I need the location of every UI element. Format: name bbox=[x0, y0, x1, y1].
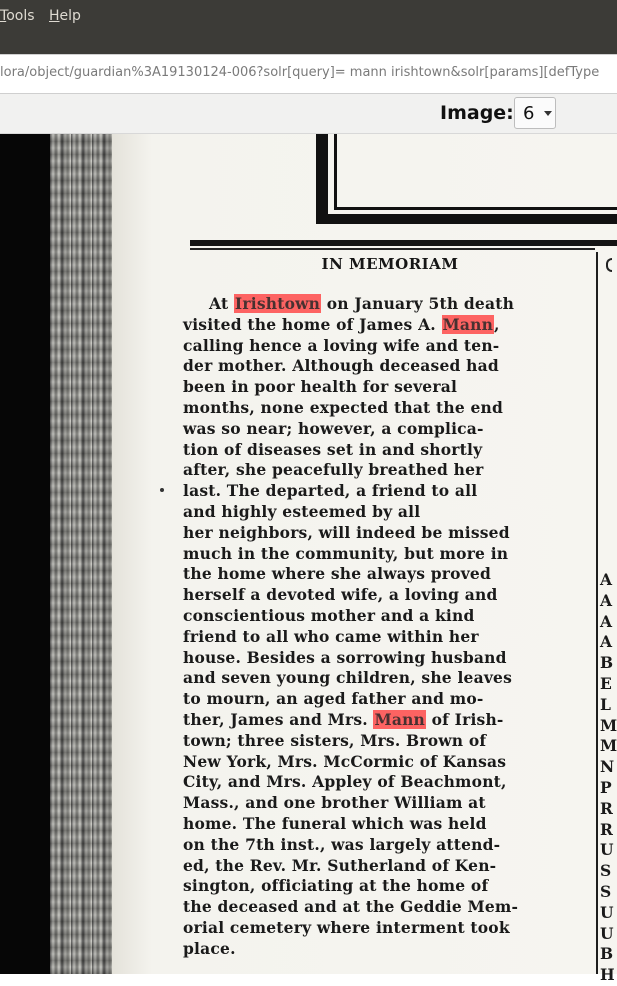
article-line: place. bbox=[183, 938, 236, 958]
article-line: last. The departed, a friend to all bbox=[183, 481, 478, 501]
fragment-letter: A bbox=[600, 611, 613, 631]
ad-frame-border bbox=[316, 214, 617, 224]
article-line: the home where she always proved bbox=[183, 564, 491, 584]
fragment-letter: B bbox=[600, 944, 614, 964]
ad-frame-inner-border bbox=[334, 134, 337, 210]
article-line: months, none expected that the end bbox=[183, 397, 504, 417]
article-heading: IN MEMORIAM bbox=[321, 255, 459, 273]
search-highlight: Mann bbox=[374, 709, 426, 729]
article-line: New York, Mrs. McCormic of Kansas bbox=[183, 751, 507, 771]
article-line: calling hence a loving wife and ten- bbox=[183, 335, 500, 355]
article-line: sington, officiating at the home of bbox=[183, 876, 489, 896]
fragment-letter: U bbox=[600, 923, 614, 943]
image-select[interactable] bbox=[514, 97, 556, 129]
fragment-letter: S bbox=[600, 881, 612, 901]
scan-page-fold-shade bbox=[50, 134, 112, 974]
url-text[interactable]: lora/object/guardian%3A19130124-006?solr[query]= mann irishtown&solr[params][defType bbox=[0, 65, 600, 80]
bracket-mark bbox=[606, 258, 612, 272]
article-line: was so near; however, a complica- bbox=[183, 418, 484, 438]
article-line: and seven young children, she leaves bbox=[183, 668, 513, 688]
ad-frame-inner-border bbox=[334, 207, 617, 210]
article-body bbox=[183, 294, 583, 960]
fragment-letter: U bbox=[600, 902, 614, 922]
ad-frame-border bbox=[316, 134, 328, 224]
adjacent-column-fragment bbox=[600, 570, 617, 986]
article-line: the deceased and at the Geddie Mem- bbox=[183, 897, 519, 917]
article-line: town; three sisters, Mrs. Brown of bbox=[183, 730, 487, 750]
article-line: At Irishtown on January 5th death bbox=[209, 294, 515, 313]
fragment-letter: E bbox=[600, 673, 612, 693]
column-divider bbox=[596, 252, 598, 974]
article-line: visited the home of James A. Mann, bbox=[183, 314, 500, 334]
article-line: der mother. Although deceased had bbox=[183, 356, 499, 376]
search-highlight: Mann bbox=[442, 314, 494, 334]
fragment-letter: M bbox=[600, 736, 617, 756]
fragment-letter: H bbox=[600, 965, 615, 985]
article-line: tion of diseases set in and shortly bbox=[183, 439, 483, 459]
menu-help[interactable]: Help bbox=[49, 8, 81, 24]
fragment-letter: R bbox=[600, 819, 613, 839]
fragment-letter: A bbox=[600, 632, 613, 652]
article-line: conscientious mother and a kind bbox=[183, 605, 475, 625]
article-line: to mourn, an aged father and mo- bbox=[183, 689, 484, 709]
article-line: City, and Mrs. Appley of Beachmont, bbox=[183, 772, 507, 792]
fragment-letter: B bbox=[600, 653, 614, 673]
column-rule bbox=[190, 240, 617, 246]
menu-bar bbox=[0, 0, 617, 54]
fragment-letter: A bbox=[600, 590, 613, 610]
scan-black-edge bbox=[0, 134, 50, 974]
article-line: house. Besides a sorrowing husband bbox=[183, 647, 507, 667]
image-select-value: 6 bbox=[523, 103, 535, 124]
fragment-letter: M bbox=[600, 715, 617, 735]
image-label: Image: bbox=[440, 102, 514, 124]
article-line: herself a devoted wife, a loving and bbox=[183, 585, 498, 605]
newspaper-scan[interactable] bbox=[0, 134, 617, 985]
chevron-down-icon bbox=[544, 111, 552, 116]
column-rule-thin bbox=[190, 248, 595, 250]
fragment-letter: R bbox=[600, 798, 613, 818]
article-line: friend to all who came within her bbox=[183, 626, 479, 646]
article-line: ther, James and Mrs. Mann of Irish- bbox=[183, 709, 504, 729]
article-line: her neighbors, will indeed be missed bbox=[183, 522, 510, 542]
article-line: and highly esteemed by all bbox=[183, 501, 421, 521]
menu-tools[interactable]: Tools bbox=[0, 8, 35, 24]
address-bar[interactable] bbox=[0, 54, 617, 94]
article-line: been in poor health for several bbox=[183, 377, 458, 397]
fragment-letter: P bbox=[600, 777, 612, 797]
article-line: much in the community, but more in bbox=[183, 543, 509, 563]
article-line: ed, the Rev. Mr. Sutherland of Ken- bbox=[183, 855, 497, 875]
search-highlight: Irishtown bbox=[234, 294, 321, 313]
fragment-letter: N bbox=[600, 757, 615, 777]
fragment-letter: A bbox=[600, 570, 613, 589]
article-line: Mass., and one brother William at bbox=[183, 793, 486, 813]
fragment-letter: L bbox=[600, 694, 611, 714]
fragment-letter: S bbox=[600, 861, 612, 881]
article-line: after, she peacefully breathed her bbox=[183, 460, 484, 480]
fragment-letter: U bbox=[600, 840, 614, 860]
image-toolbar bbox=[0, 94, 617, 134]
article-line: home. The funeral which was held bbox=[183, 813, 487, 833]
ink-speck bbox=[160, 488, 164, 492]
article-line: on the 7th inst., was largely attend- bbox=[183, 834, 501, 854]
article-line: orial cemetery where interment took bbox=[183, 917, 510, 937]
